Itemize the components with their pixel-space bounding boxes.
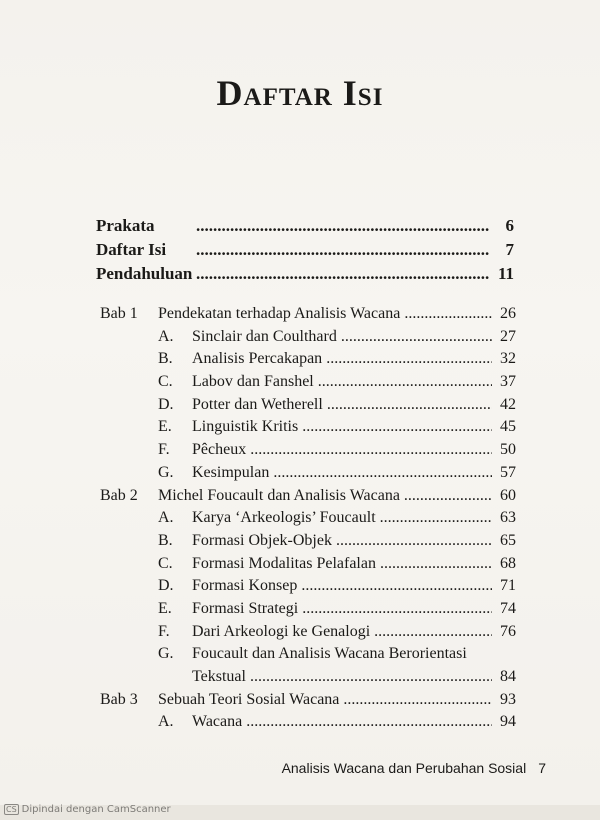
dot-leader (327, 396, 492, 414)
section-row (100, 418, 516, 441)
chapter-label: Bab 1 (100, 305, 138, 322)
section-page: 63 (500, 509, 516, 527)
section-page: 84 (500, 668, 516, 685)
chapter-page: 93 (500, 690, 516, 708)
section-letter: C. (158, 373, 173, 391)
scanner-watermark-text: Dipindai dengan CamScanner (21, 804, 171, 815)
chapter-page: 26 (500, 305, 516, 322)
section-title-line1: Foucault dan Analisis Wacana Berorientasi (192, 645, 467, 663)
chapter-row (100, 305, 516, 328)
section-letter: C. (158, 554, 173, 572)
chapter-page: 60 (500, 486, 516, 504)
dot-leader (336, 532, 492, 550)
page-title: Daftar Isi (216, 73, 384, 113)
section-title: Linguistik Kritis (192, 418, 299, 436)
chapter-label: Bab 3 (100, 690, 138, 708)
entry-title: Prakata (96, 216, 155, 235)
dot-leader (246, 713, 492, 731)
dot-leader (374, 623, 492, 641)
section-letter: D. (158, 395, 174, 413)
section-title: Formasi Objek-Objek (192, 531, 332, 549)
section-row (100, 555, 516, 578)
entry-page: 11 (497, 264, 514, 283)
section-title: Analisis Percakapan (192, 350, 323, 368)
section-title-line2: Tekstual (192, 668, 246, 685)
section-letter: E. (158, 418, 172, 436)
entry-page: 7 (505, 240, 514, 259)
section-page: 94 (500, 713, 516, 731)
dot-leader (301, 577, 492, 595)
section-page: 27 (500, 327, 516, 345)
entry-title: Daftar Isi (96, 240, 167, 259)
dot-leader (380, 509, 492, 527)
section-title: Labov dan Fanshel (192, 373, 314, 391)
section-page: 74 (500, 599, 516, 617)
dot-leader (273, 464, 492, 482)
chapter-list (100, 305, 516, 736)
section-row (100, 600, 516, 623)
section-page: 71 (500, 577, 516, 595)
chapter-title: Pendekatan terhadap Analisis Wacana (158, 305, 401, 322)
section-page: 65 (500, 531, 516, 549)
section-row (100, 623, 516, 646)
section-row (100, 509, 516, 532)
chapter-row (100, 691, 516, 714)
section-page: 42 (500, 395, 516, 413)
section-row-continuation (100, 668, 516, 691)
toc-entry-daftar-isi (96, 240, 514, 264)
footer-page-number: 7 (538, 760, 546, 776)
dot-leader (343, 691, 492, 709)
section-page: 50 (500, 441, 516, 459)
section-letter: A. (158, 713, 174, 731)
dot-leader (302, 418, 492, 436)
chapter-title: Michel Foucault dan Analisis Wacana (158, 486, 400, 504)
section-title: Formasi Strategi (192, 599, 299, 617)
section-page: 32 (500, 350, 516, 368)
dot-leader (302, 600, 492, 618)
dot-leader (250, 441, 492, 459)
section-title: Potter dan Wetherell (192, 395, 323, 413)
section-page: 76 (500, 622, 516, 640)
section-letter: G. (158, 463, 174, 481)
chapter-title: Sebuah Teori Sosial Wacana (158, 690, 340, 708)
section-letter: D. (158, 577, 174, 595)
chapter-label: Bab 2 (100, 486, 138, 504)
footer-book-title: Analisis Wacana dan Perubahan Sosial (281, 760, 527, 776)
entry-title: Pendahuluan (96, 264, 193, 283)
dot-leader (196, 216, 490, 236)
section-letter: F. (158, 441, 170, 459)
section-row (100, 328, 516, 351)
section-title: Pêcheux (192, 441, 247, 459)
running-footer (0, 760, 546, 776)
camscanner-logo-icon: CS (6, 805, 17, 814)
front-matter-list (96, 216, 514, 288)
section-letter: A. (158, 327, 174, 345)
section-letter: B. (158, 350, 173, 368)
section-row (100, 350, 516, 373)
section-row (100, 464, 516, 487)
section-title: Sinclair dan Coulthard (192, 327, 337, 345)
dot-leader (196, 240, 490, 260)
section-page: 57 (500, 463, 516, 481)
section-row (100, 577, 516, 600)
section-row (100, 645, 516, 668)
chapter-row (100, 487, 516, 510)
section-title: Formasi Modalitas Pelafalan (192, 554, 376, 572)
dot-leader (404, 487, 492, 505)
section-title: Karya ‘Arkeologis’ Foucault (192, 509, 376, 527)
dot-leader (380, 555, 492, 573)
dot-leader (196, 264, 490, 284)
dot-leader (250, 668, 492, 686)
dot-leader (341, 328, 492, 346)
section-letter: B. (158, 531, 173, 549)
section-title: Dari Arkeologi ke Genalogi (192, 622, 371, 640)
section-page: 37 (500, 373, 516, 391)
section-letter: E. (158, 599, 172, 617)
entry-page: 6 (505, 216, 514, 235)
section-title: Kesimpulan (192, 463, 270, 481)
toc-entry-pendahuluan (96, 264, 514, 288)
dot-leader (326, 350, 492, 368)
toc-entry-prakata (96, 216, 514, 240)
section-row (100, 441, 516, 464)
section-letter: G. (158, 645, 174, 663)
section-row (100, 532, 516, 555)
section-page: 45 (500, 418, 516, 436)
section-row (100, 373, 516, 396)
scanner-watermark (4, 804, 171, 815)
section-row (100, 713, 516, 736)
section-letter: A. (158, 509, 174, 527)
dot-leader (404, 305, 492, 323)
section-title: Wacana (192, 713, 243, 731)
section-title: Formasi Konsep (192, 577, 298, 595)
section-row (100, 396, 516, 419)
dot-leader (318, 373, 492, 391)
section-letter: F. (158, 622, 170, 640)
section-page: 68 (500, 554, 516, 572)
